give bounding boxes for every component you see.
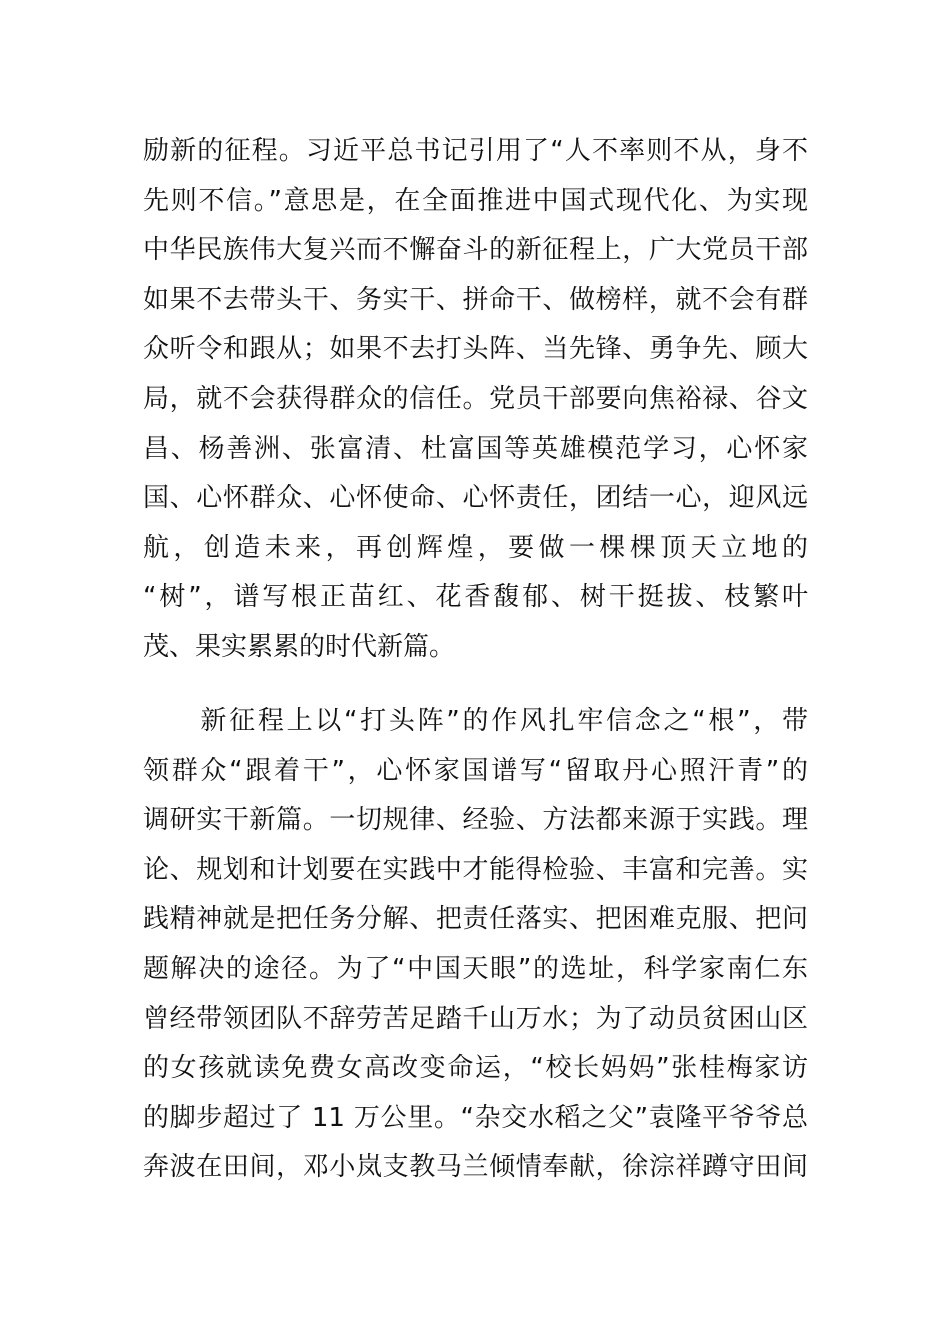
text-line: “树”，谱写根正苗红、花香馥郁、树干挺拔、枝繁叶 xyxy=(143,582,808,613)
text-line: 领群众“跟着干”，心怀家国谱写“留取丹心照汗青”的 xyxy=(143,755,808,786)
text-line: 众听令和跟从；如果不去打头阵、当先锋、勇争先、顾大 xyxy=(143,334,808,365)
text-line: 励新的征程。习近平总书记引用了“人不率则不从，身不 xyxy=(143,136,808,166)
text-line: 题解决的途径。为了“中国天眼”的选址，科学家南仁东 xyxy=(143,953,808,984)
text-line: 奔波在田间，邓小岚支教马兰倾情奉献，徐淙祥蹲守田间 xyxy=(143,1152,808,1183)
text-line: 曾经带领团队不辞劳苦足踏千山万水；为了动员贫困山区 xyxy=(143,1003,808,1034)
text-line: 新征程上以“打头阵”的作风扎牢信念之“根”，带 xyxy=(143,706,808,736)
text-line: 践精神就是把任务分解、把责任落实、把困难克服、把问 xyxy=(143,904,808,935)
text-line: 如果不去带头干、务实干、拼命干、做榜样，就不会有群 xyxy=(143,284,808,315)
text-line: 论、规划和计划要在实践中才能得检验、丰富和完善。实 xyxy=(143,854,808,885)
text-line: 先则不信。”意思是，在全面推进中国式现代化、为实现 xyxy=(143,185,808,216)
paragraph-2 xyxy=(143,697,808,1193)
text-line: 国、心怀群众、心怀使命、心怀责任，团结一心，迎风远 xyxy=(143,483,808,514)
text-line: 航，创造未来，再创辉煌，要做一棵棵顶天立地的 xyxy=(143,532,808,563)
text-line: 茂、果实累累的时代新篇。 xyxy=(143,631,456,662)
text-line: 局，就不会获得群众的信任。党员干部要向焦裕禄、谷文 xyxy=(143,383,808,414)
text-line: 昌、杨善洲、张富清、杜富国等英雄模范学习，心怀家 xyxy=(143,433,808,464)
text-line: 中华民族伟大复兴而不懈奋斗的新征程上，广大党员干部 xyxy=(143,235,808,266)
text-line: 调研实干新篇。一切规律、经验、方法都来源于实践。理 xyxy=(143,805,808,836)
paragraph-1 xyxy=(143,127,808,673)
text-line: 的脚步超过了 11 万公里。“杂交水稻之父”袁隆平爷爷总 xyxy=(143,1102,808,1133)
text-line: 的女孩就读免费女高改变命运，“校长妈妈”张桂梅家访 xyxy=(143,1053,808,1084)
